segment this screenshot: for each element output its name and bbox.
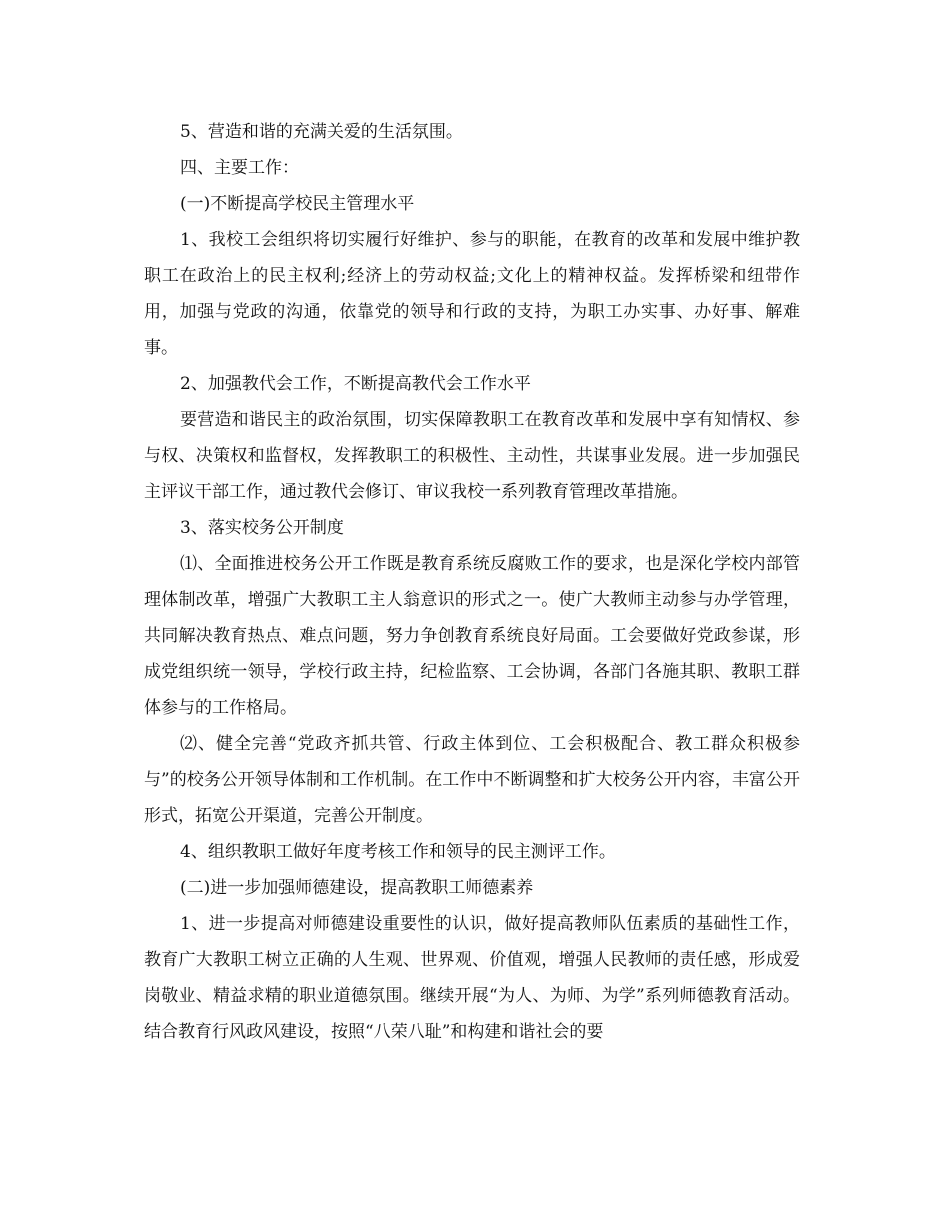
subsection-heading: (一)不断提高学校民主管理水平: [180, 194, 415, 214]
document-body: [144, 114, 800, 1050]
section-heading: 四、主要工作：: [180, 158, 299, 178]
paragraph: 1、我校工会组织将切实履行好维护、参与的职能，在教育的改革和发展中维护教职工在政治上的民主权利;经济上的劳动权益;文化上的精神权益。发挥桥梁和纽带作用，加强与党政的沟通，依靠党的领导和行政的支持，为职工办实事、办好事、解难事。: [144, 230, 800, 358]
paragraph: 4、组织教职工做好年度考核工作和领导的民主测评工作。: [180, 842, 616, 862]
paragraph: 1、进一步提高对师德建设重要性的认识，做好提高教师队伍素质的基础性工作，教育广大教职工树立正确的人生观、世界观、价值观，增强人民教师的责任感，形成爱岗敬业、精益求精的职业道德氛围。继续开展“为人、为师、为学”系列师德教育活动。结合教育行风政风建设，按照“八荣八耻”和构建和谐社会的要: [144, 914, 800, 1042]
item-heading: 3、落实校务公开制度: [180, 518, 344, 538]
paragraph: 5、营造和谐的充满关爱的生活氛围。: [180, 122, 463, 142]
subsection-heading: (二)进一步加强师德建设，提高教职工师德素养: [180, 878, 534, 898]
item-heading: 2、加强教代会工作，不断提高教代会工作水平: [180, 374, 531, 394]
paragraph: 要营造和谐民主的政治氛围，切实保障教职工在教育改革和发展中享有知情权、参与权、决策权和监督权，发挥教职工的积极性、主动性，共谋事业发展。进一步加强民主评议干部工作，通过教代会修订、审议我校一系列教育管理改革措施。: [144, 410, 800, 502]
paragraph: ⑵、健全完善“党政齐抓共管、行政主体到位、工会积极配合、教工群众积极参与”的校务公开领导体制和工作机制。在工作中不断调整和扩大校务公开内容，丰富公开形式，拓宽公开渠道，完善公开制度。: [144, 734, 800, 826]
paragraph: ⑴、全面推进校务公开工作既是教育系统反腐败工作的要求，也是深化学校内部管理体制改革，增强广大教职工主人翁意识的形式之一。使广大教师主动参与办学管理，共同解决教育热点、难点问题，努力争创教育系统良好局面。工会要做好党政参谋，形成党组织统一领导，学校行政主持，纪检监察、工会协调，各部门各施其职、教职工群体参与的工作格局。: [144, 554, 800, 718]
